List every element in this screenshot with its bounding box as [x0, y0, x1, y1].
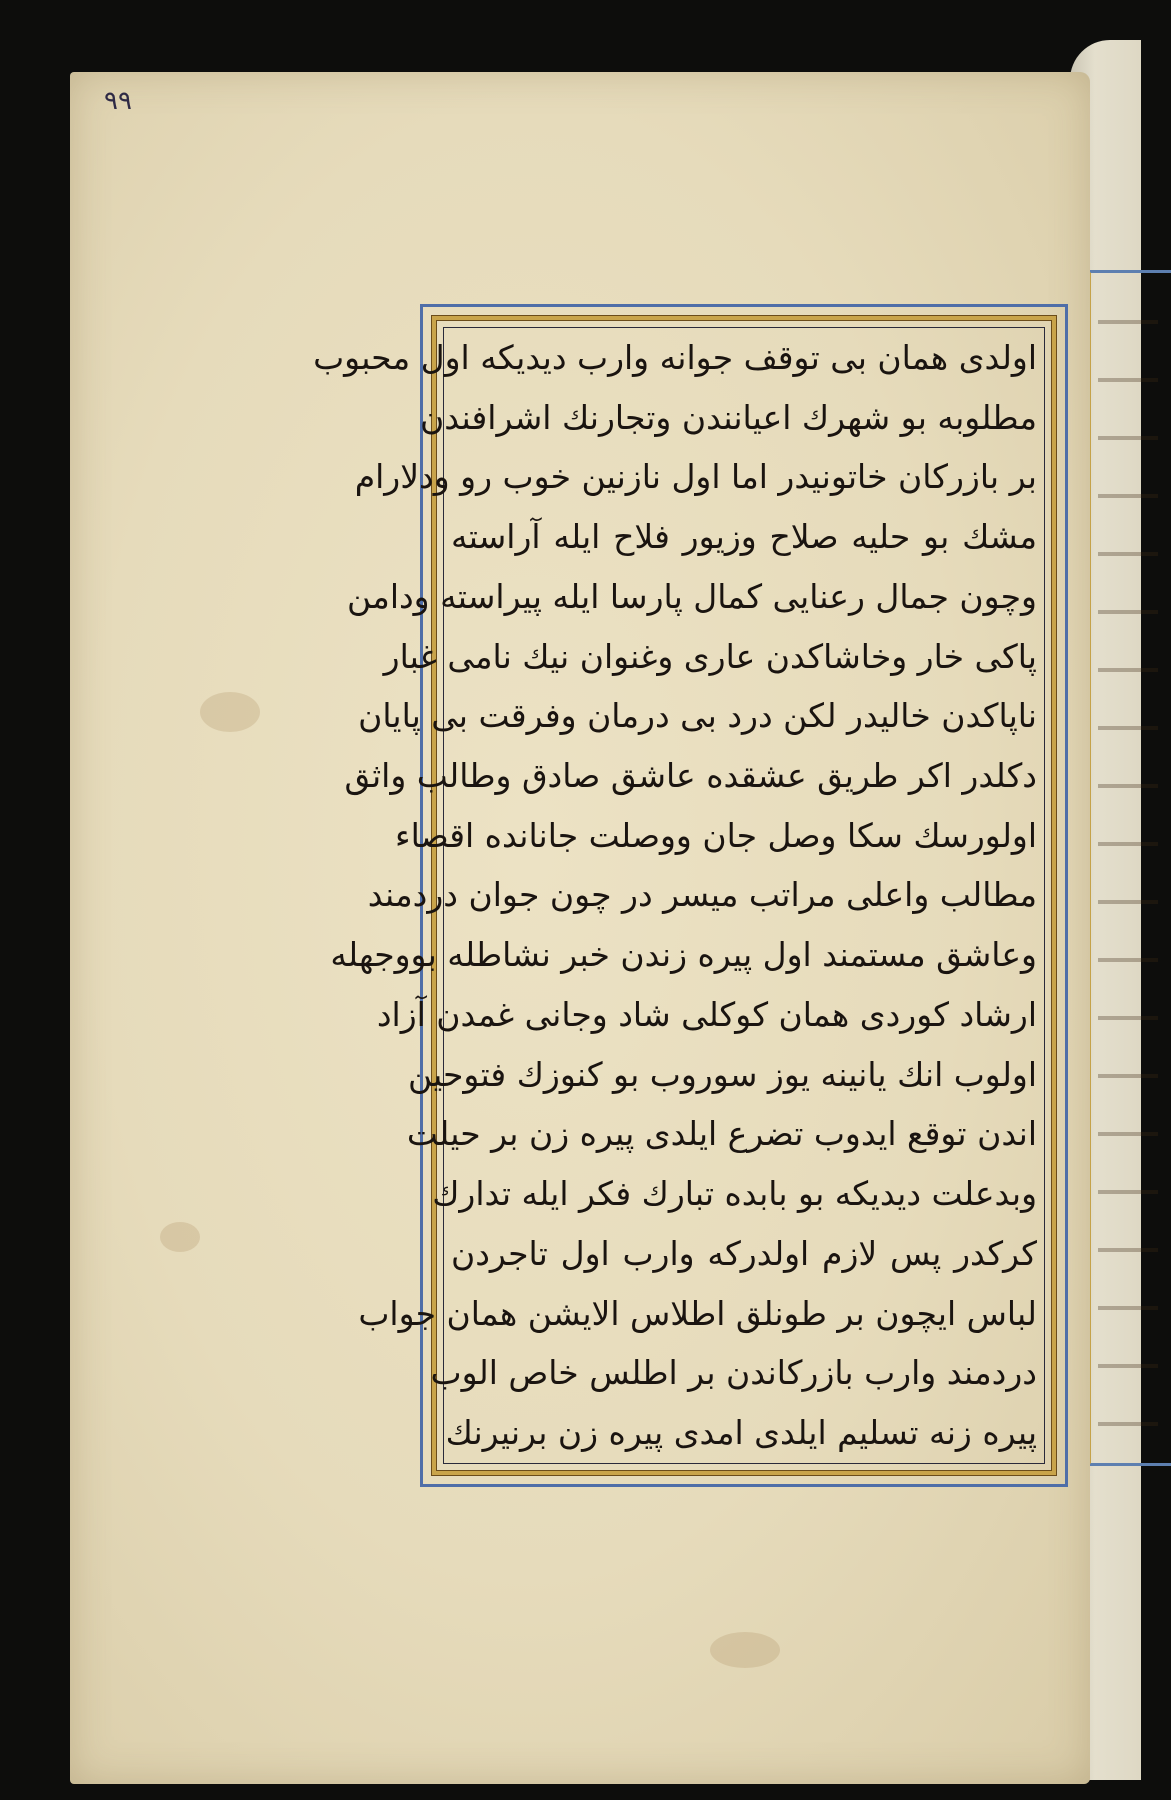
foxing-stain [160, 1222, 200, 1252]
text-line: اولوب انك یانینه یوز سوروب بو کنوزك فتوحین [407, 1054, 1037, 1094]
folio-number: ٩٩ [104, 86, 132, 116]
foxing-stain [710, 1632, 780, 1668]
text-line: پیره زنه تسلیم ایلدی امدی پیره زن برنیرنك [445, 1412, 1037, 1452]
text-line: وبدعلت دیدیکه بو بابده تبارك فکر ایله تدارك [432, 1174, 1037, 1214]
text-line: ناپاکدن خالیدر لکن درد بی درمان وفرقت بی پایان [358, 696, 1037, 736]
text-line: پاکی خار وخاشاکدن عاری وغنوان نیك نامی غبار [383, 636, 1037, 676]
text-frame [313, 304, 1068, 1487]
text-line: وچون جمال رعنایی کمال پارسا ایله پیراسته ودامن [347, 576, 1037, 616]
text-line: مطلوبه بو شهرك اعیانندن وتجارنك اشرافندن [419, 397, 1037, 437]
text-line: اولورسك سکا وصل جان ووصلت جانانده اقصاء [395, 815, 1037, 855]
facing-page-text [1098, 290, 1158, 1440]
text-line: اولدی همان بی توقف جوانه وارب دیدیکه اول محبوب [313, 338, 1037, 377]
text-line: مطالب واعلی مراتب میسر در چون جوان دردمند [367, 875, 1037, 915]
text-line: وعاشق مستمند اول پیره زندن خبر نشاطله بووجهله [330, 935, 1037, 975]
text-line: مشك بو حلیه صلاح وزیور فلاح ایله آراسته [451, 517, 1037, 557]
manuscript-folio [70, 72, 1090, 1784]
text-line: ارشاد کوردی همان کوکلی شاد وجانی غمدن آزاد [376, 994, 1037, 1034]
text-line: بر بازرکان خاتونیدر اما اول نازنین خوب رو ودلارام [354, 457, 1037, 497]
text-block [313, 329, 1037, 1462]
text-line: دکلدر اکر طریق عشقده عاشق صادق وطالب واثق [344, 756, 1037, 796]
text-line: اندن توقع ایدوب تضرع ایلدی پیره زن بر حیلت [406, 1114, 1037, 1154]
text-line: کرکدر پس لازم اولدرکه وارب اول تاجردن [451, 1233, 1037, 1273]
foxing-stain [200, 692, 260, 732]
text-line: لباس ایچون بر طونلق اطلاس الایشن همان جواب [358, 1293, 1037, 1333]
text-line: دردمند وارب بازرکاندن بر اطلس خاص الوب [430, 1353, 1037, 1393]
